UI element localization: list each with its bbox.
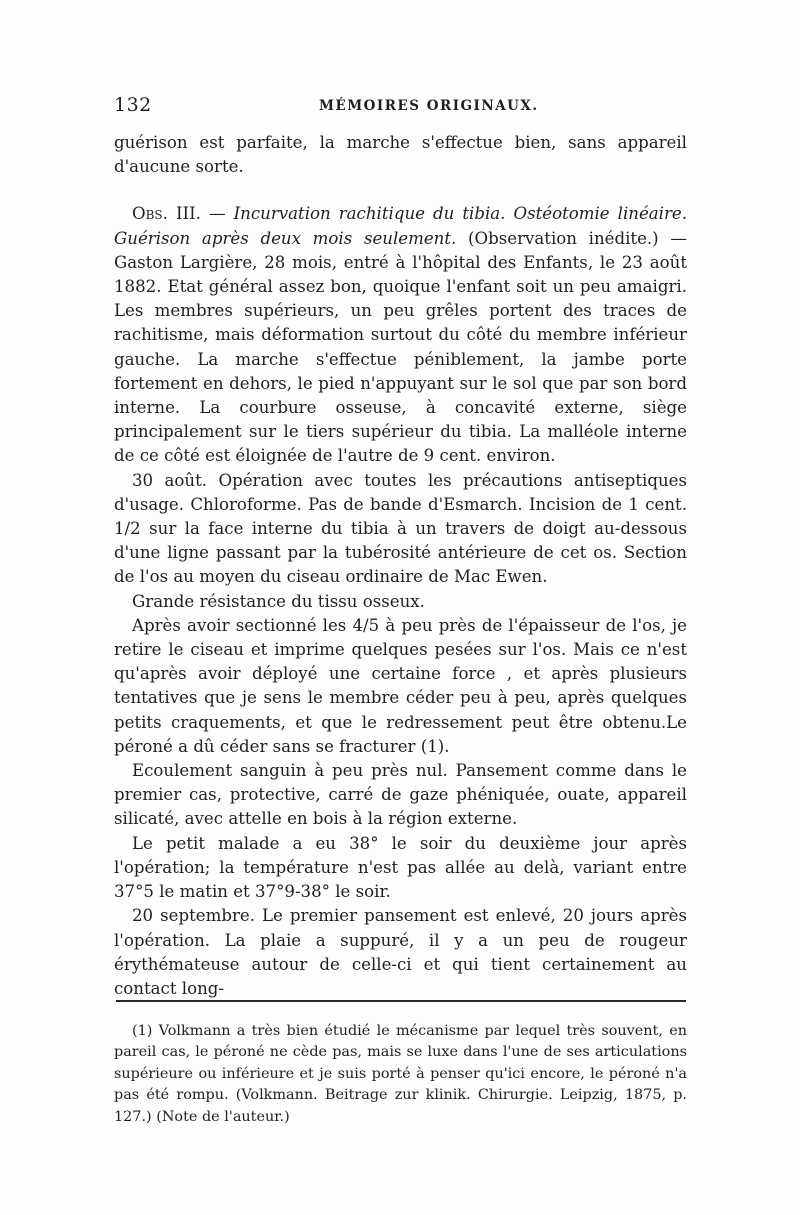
paragraph-operation: 30 août. Opération avec toutes les précautions antiseptiques d'usage. Chloroforme. Pas de bande d'Esmarch. Incision de 1 cent. 1/2 sur la face interne du tibia à un travers de doigt au-dessous d'une ligne passant par la tubérosité antérieure de cet os. Section de l'os au moyen du ciseau ordinaire de Mac Ewen. [114,470,687,587]
observation-title: Incurvation rachitique du tibia. Ostéotomie linéaire. Guérison après deux mois seulement. [114,204,687,248]
running-head: MÉMOIRES ORIGINAUX. [319,98,539,114]
paragraph-dressing: Ecoulement sanguin à peu près nul. Pansement comme dans le premier cas, protective, carré de gaze phéniquée, ouate, appareil silicaté, avec attelle en bois à la région externe. [114,761,687,829]
page-number: 132 [114,94,152,116]
observation-dash: — [200,204,234,224]
paragraph-continuation: guérison est parfaite, la marche s'effectue bien, sans appareil d'aucune sorte. [114,133,687,177]
paragraph-temperature: Le petit malade a eu 38° le soir du deuxième jour après l'opération; la température n'est pas allée au delà, variant entre 37°5 le matin et 37°9-38° le soir. [114,833,687,902]
paragraph-september: 20 septembre. Le premier pansement est enlevé, 20 jours après l'opération. La plaie a suppuré, il y a un peu de rougeur érythémateuse autour de celle-ci et qui tient certainement au contact long- [114,906,687,998]
paragraph-section: Après avoir sectionné les 4/5 à peu près de l'épaisseur de l'os, je retire le ciseau et imprime quelques pesées sur l'os. Mais ce n'est qu'après avoir déployé une certaine force , et après plusieurs tentatives que je sens le membre céder peu à peu, après quelques petits craquements, et que le redressement peut être obtenu.Le péroné a dû céder sans se fracturer (1). [114,615,687,756]
observation-text: (Observation inédite.) — Gaston Largière, 28 mois, entré à l'hôpital des Enfants, le 23 août 1882. Etat général assez bon, quoique l'enfant soit un peu amaigri. Les membres supérieurs, un peu grêles portent des traces de rachitisme, mais déformation surtout du côté du membre inférieur gauche. La marche s'effectue péniblement, la jambe porte fortement en dehors, le pied n'appuyant sur le sol que par son bord interne. La courbure osseuse, à concavité externe, siège principalement sur le tiers supérieur du tibia. La malléole interne de ce côté est éloignée de l'autre de 9 cent. environ. [114,228,687,466]
footnote-paragraph: (1) Volkmann a très bien étudié le mécanisme par lequel très souvent, en pareil cas, le péroné ne cède pas, mais se luxe dans l'une de ses articulations supérieure ou inférieure et je suis porté à penser qu'ici encore, le péroné n'a pas été rompu. (Volkmann. Beitrage zur klinik. Chirurgie. Leipzig, 1875, p. 127.) (Note de l'auteur.) [114,1023,687,1125]
footnote-rule [116,1000,686,1002]
observation-label: Obs. III. [132,204,201,224]
body-text [114,131,687,1001]
paragraph-resistance: Grande résistance du tissu osseux. [132,591,425,611]
observation-paragraph [114,202,687,468]
page-header [114,94,684,124]
footnote [114,1021,687,1128]
